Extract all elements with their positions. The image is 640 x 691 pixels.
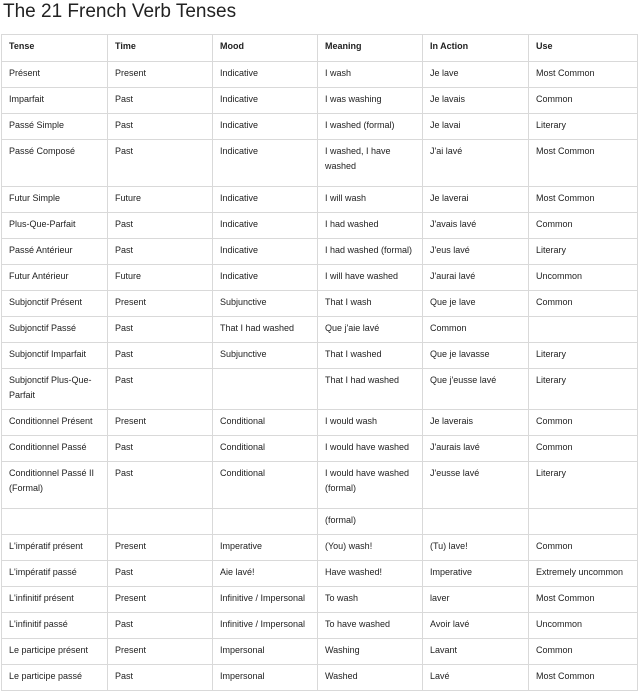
cell-meaning: I washed (formal) xyxy=(318,114,423,140)
cell-mood: Impersonal xyxy=(213,665,318,691)
cell-meaning: I would wash xyxy=(318,410,423,436)
column-header-time: Time xyxy=(108,35,213,62)
cell-time: Present xyxy=(108,535,213,561)
cell-meaning: That I had washed xyxy=(318,369,423,410)
cell-mood: Conditional xyxy=(213,462,318,509)
cell-meaning: To have washed xyxy=(318,613,423,639)
page-title: The 21 French Verb Tenses xyxy=(3,1,237,22)
table-row xyxy=(2,613,638,639)
cell-time: Past xyxy=(108,613,213,639)
cell-meaning: I wash xyxy=(318,62,423,88)
cell-meaning: I would have washed xyxy=(318,436,423,462)
cell-use: Most Common xyxy=(529,587,638,613)
cell-use: Literary xyxy=(529,369,638,410)
cell-in-action xyxy=(423,509,529,535)
table-row xyxy=(2,369,638,410)
column-header-mood: Mood xyxy=(213,35,318,62)
cell-use: Common xyxy=(529,410,638,436)
cell-meaning: Have washed! xyxy=(318,561,423,587)
cell-meaning: Washed xyxy=(318,665,423,691)
cell-mood: That I had washed xyxy=(213,317,318,343)
cell-time: Present xyxy=(108,62,213,88)
column-header-use: Use xyxy=(529,35,638,62)
cell-mood: Indicative xyxy=(213,62,318,88)
cell-in-action: Que je lave xyxy=(423,291,529,317)
cell-use: Common xyxy=(529,291,638,317)
cell-use: Common xyxy=(529,213,638,239)
cell-tense: Futur Antérieur xyxy=(2,265,108,291)
cell-time: Past xyxy=(108,239,213,265)
table-row xyxy=(2,140,638,187)
table-row xyxy=(2,187,638,213)
cell-time: Past xyxy=(108,343,213,369)
cell-time: Present xyxy=(108,291,213,317)
cell-time: Present xyxy=(108,587,213,613)
cell-time: Past xyxy=(108,665,213,691)
cell-tense: Subjonctif Passé xyxy=(2,317,108,343)
cell-time: Past xyxy=(108,88,213,114)
cell-use: Most Common xyxy=(529,665,638,691)
cell-time: Past xyxy=(108,436,213,462)
cell-time: Past xyxy=(108,462,213,509)
cell-in-action: Que je lavasse xyxy=(423,343,529,369)
cell-tense: L'impératif présent xyxy=(2,535,108,561)
cell-meaning: Washing xyxy=(318,639,423,665)
cell-use: Uncommon xyxy=(529,265,638,291)
cell-tense: Subjonctif Plus-Que-Parfait xyxy=(2,369,108,410)
table-row xyxy=(2,317,638,343)
cell-tense: Imparfait xyxy=(2,88,108,114)
cell-tense: Passé Antérieur xyxy=(2,239,108,265)
cell-time: Past xyxy=(108,317,213,343)
cell-time: Future xyxy=(108,265,213,291)
cell-mood: Infinitive / Impersonal xyxy=(213,587,318,613)
cell-mood: Impersonal xyxy=(213,639,318,665)
cell-meaning: I had washed (formal) xyxy=(318,239,423,265)
cell-meaning: To wash xyxy=(318,587,423,613)
column-header-in-action: In Action xyxy=(423,35,529,62)
cell-use: Literary xyxy=(529,343,638,369)
table-row xyxy=(2,239,638,265)
table-header-row xyxy=(2,35,638,62)
cell-time: Past xyxy=(108,140,213,187)
cell-mood: Indicative xyxy=(213,265,318,291)
cell-mood: Subjunctive xyxy=(213,343,318,369)
column-header-meaning: Meaning xyxy=(318,35,423,62)
cell-meaning: That I washed xyxy=(318,343,423,369)
cell-mood: Indicative xyxy=(213,187,318,213)
cell-use: Most Common xyxy=(529,62,638,88)
table-row xyxy=(2,88,638,114)
table-body xyxy=(2,62,638,691)
cell-in-action: Je laverai xyxy=(423,187,529,213)
cell-time: Past xyxy=(108,561,213,587)
cell-mood: Conditional xyxy=(213,410,318,436)
cell-use: Common xyxy=(529,436,638,462)
table-row xyxy=(2,265,638,291)
cell-mood xyxy=(213,509,318,535)
cell-in-action: Que j'eusse lavé xyxy=(423,369,529,410)
cell-in-action: Je laverais xyxy=(423,410,529,436)
column-header-tense: Tense xyxy=(2,35,108,62)
cell-mood: Imperative xyxy=(213,535,318,561)
cell-in-action: J'aurai lavé xyxy=(423,265,529,291)
cell-meaning: That I wash xyxy=(318,291,423,317)
cell-tense: Plus-Que-Parfait xyxy=(2,213,108,239)
cell-in-action: Avoir lavé xyxy=(423,613,529,639)
cell-time: Future xyxy=(108,187,213,213)
cell-tense: Conditionnel Présent xyxy=(2,410,108,436)
cell-in-action: Je lavais xyxy=(423,88,529,114)
cell-in-action: (Tu) lave! xyxy=(423,535,529,561)
cell-use: Most Common xyxy=(529,140,638,187)
cell-tense: Présent xyxy=(2,62,108,88)
cell-tense: Conditionnel Passé II (Formal) xyxy=(2,462,108,509)
table-row xyxy=(2,561,638,587)
cell-in-action: J'eus lavé xyxy=(423,239,529,265)
cell-time: Past xyxy=(108,213,213,239)
cell-meaning: I will wash xyxy=(318,187,423,213)
cell-time: Present xyxy=(108,410,213,436)
cell-mood: Indicative xyxy=(213,88,318,114)
cell-mood: Subjunctive xyxy=(213,291,318,317)
table-row xyxy=(2,213,638,239)
cell-tense: Passé Composé xyxy=(2,140,108,187)
table-row xyxy=(2,62,638,88)
cell-tense: L'impératif passé xyxy=(2,561,108,587)
cell-in-action: Je lavai xyxy=(423,114,529,140)
cell-meaning: I washed, I have washed xyxy=(318,140,423,187)
cell-use: Literary xyxy=(529,462,638,509)
cell-in-action: Lavé xyxy=(423,665,529,691)
table-row xyxy=(2,343,638,369)
cell-meaning: Que j'aie lavé xyxy=(318,317,423,343)
table-row xyxy=(2,462,638,509)
cell-tense: Le participe passé xyxy=(2,665,108,691)
table-row xyxy=(2,639,638,665)
table-row xyxy=(2,291,638,317)
table-row xyxy=(2,114,638,140)
cell-tense: L'infinitif présent xyxy=(2,587,108,613)
cell-in-action: J'avais lavé xyxy=(423,213,529,239)
cell-time: Past xyxy=(108,369,213,410)
cell-in-action: Imperative xyxy=(423,561,529,587)
cell-in-action: Lavant xyxy=(423,639,529,665)
cell-in-action: laver xyxy=(423,587,529,613)
cell-meaning: I was washing xyxy=(318,88,423,114)
cell-time xyxy=(108,509,213,535)
table-row xyxy=(2,535,638,561)
cell-in-action: J'ai lavé xyxy=(423,140,529,187)
cell-mood: Indicative xyxy=(213,213,318,239)
cell-use: Most Common xyxy=(529,187,638,213)
table-row xyxy=(2,665,638,691)
cell-tense: Futur Simple xyxy=(2,187,108,213)
cell-meaning: (You) wash! xyxy=(318,535,423,561)
cell-use: Literary xyxy=(529,114,638,140)
cell-mood: Indicative xyxy=(213,114,318,140)
cell-use: Common xyxy=(529,88,638,114)
cell-in-action: J'aurais lavé xyxy=(423,436,529,462)
cell-mood xyxy=(213,369,318,410)
cell-use: Literary xyxy=(529,239,638,265)
cell-in-action: Je lave xyxy=(423,62,529,88)
cell-use xyxy=(529,509,638,535)
cell-tense: L'infinitif passé xyxy=(2,613,108,639)
cell-tense: Le participe présent xyxy=(2,639,108,665)
cell-tense: Passé Simple xyxy=(2,114,108,140)
cell-time: Present xyxy=(108,639,213,665)
cell-tense: Subjonctif Imparfait xyxy=(2,343,108,369)
cell-use: Uncommon xyxy=(529,613,638,639)
table-row xyxy=(2,436,638,462)
table-row xyxy=(2,587,638,613)
table-row xyxy=(2,410,638,436)
cell-meaning: (formal) xyxy=(318,509,423,535)
verb-tenses-table xyxy=(1,34,638,691)
cell-mood: Conditional xyxy=(213,436,318,462)
cell-mood: Infinitive / Impersonal xyxy=(213,613,318,639)
cell-in-action: J'eusse lavé xyxy=(423,462,529,509)
cell-meaning: I would have washed (formal) xyxy=(318,462,423,509)
cell-time: Past xyxy=(108,114,213,140)
cell-tense: Conditionnel Passé xyxy=(2,436,108,462)
cell-mood: Aie lavé! xyxy=(213,561,318,587)
cell-use: Common xyxy=(529,535,638,561)
cell-use xyxy=(529,317,638,343)
cell-tense: Subjonctif Présent xyxy=(2,291,108,317)
cell-mood: Indicative xyxy=(213,140,318,187)
cell-meaning: I had washed xyxy=(318,213,423,239)
cell-use: Common xyxy=(529,639,638,665)
cell-tense xyxy=(2,509,108,535)
cell-meaning: I will have washed xyxy=(318,265,423,291)
cell-mood: Indicative xyxy=(213,239,318,265)
table-row xyxy=(2,509,638,535)
cell-in-action: Common xyxy=(423,317,529,343)
cell-use: Extremely uncommon xyxy=(529,561,638,587)
